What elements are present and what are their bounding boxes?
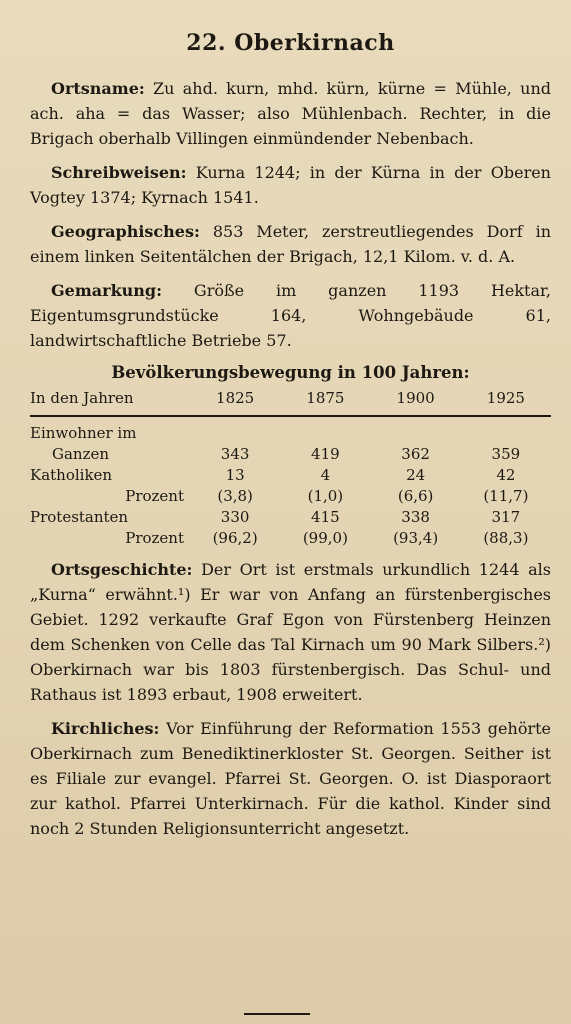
table-cell: (93,4) bbox=[393, 529, 439, 547]
section-gemarkung bbox=[30, 278, 551, 353]
section-label: Geographisches: bbox=[51, 222, 200, 241]
table-row bbox=[30, 528, 551, 549]
section-text: Kurna 1244; in der Kürna in der Oberen Vogtey 1374; Kyrnach 1541. bbox=[30, 163, 551, 207]
table-cell: (1,0) bbox=[307, 487, 344, 505]
section-label: Kirchliches: bbox=[51, 719, 160, 738]
table-cell: 4 bbox=[320, 466, 331, 484]
page-title: 22. Oberkirnach bbox=[186, 30, 395, 56]
table-cell: 338 bbox=[401, 508, 430, 526]
table-row bbox=[30, 465, 551, 486]
section-text: Größe im ganzen 1193 Hektar, Eigentumsgrundstücke 164, Wohngebäude 61, landwirtschaftliche Betriebe 57. bbox=[30, 281, 552, 350]
population-table bbox=[30, 388, 551, 549]
section-schreibweisen bbox=[30, 160, 551, 210]
table-cell: (6,6) bbox=[397, 487, 434, 505]
year-header: 1875 bbox=[280, 388, 370, 416]
section-text: Zu ahd. kurn, mhd. kürn, kürne = Mühle, und ach. aha = das Wasser; also Mühlenbach. Rechter, in die Brigach oberhalb Villingen einmündender Nebenbach. bbox=[30, 79, 551, 148]
table-cell: 343 bbox=[220, 445, 250, 463]
section-label: Gemarkung: bbox=[51, 281, 163, 300]
section-ortsname bbox=[30, 76, 551, 151]
row-label-ganzen: Ganzen bbox=[52, 445, 110, 463]
table-cell: 42 bbox=[496, 466, 516, 484]
table-cell: 13 bbox=[225, 466, 245, 484]
population-table-title: Bevölkerungsbewegung in 100 Jahren: bbox=[111, 363, 470, 382]
table-cell: (3,8) bbox=[217, 487, 253, 505]
table-cell: 317 bbox=[491, 508, 521, 526]
table-cell: 24 bbox=[406, 466, 426, 484]
table-cell: 415 bbox=[311, 508, 340, 526]
row-label-protestanten: Protestanten bbox=[30, 508, 129, 526]
year-header: 1825 bbox=[190, 388, 280, 416]
table-cell: 330 bbox=[220, 508, 250, 526]
row-label-prozent: Prozent bbox=[125, 529, 184, 547]
section-text: Der Ort ist erstmals urkundlich 1244 als „Kurna“ erwähnt.¹) Er war von Anfang an fürstenbergisches Gebiet. 1292 verkaufte Graf Egon von Fürstenberg Heinzen dem Schenken von Celle das Tal Kirnach um 90 Mark Silbers.²) Oberkirnach war bis 1803 fürstenbergisch. Das Schul- und Rathaus ist 1893 erbaut, 1908 erweitert. bbox=[30, 560, 551, 704]
table-row bbox=[30, 486, 551, 507]
table-row bbox=[30, 444, 551, 465]
year-header: 1900 bbox=[371, 388, 461, 416]
section-label: Ortsname: bbox=[51, 79, 145, 98]
table-cell: (99,0) bbox=[302, 529, 348, 547]
section-label: Ortsgeschichte: bbox=[51, 560, 193, 579]
section-text: Vor Einführung der Reformation 1553 gehörte Oberkirnach zum Benediktinerkloster St. Georgen. Seither ist es Filiale zur evangel. Pfarrei St. Georgen. O. ist Diasporaort zur kathol. Pfarrei Unterkirnach. Für die kathol. Kinder sind noch 2 Stunden Religionsunterricht angesetzt. bbox=[30, 719, 551, 838]
table-row bbox=[30, 416, 551, 444]
table-header-row bbox=[30, 388, 551, 416]
table-cell: 419 bbox=[311, 445, 340, 463]
row-label-einwohner: Einwohner im bbox=[30, 424, 137, 442]
year-header: 1925 bbox=[461, 388, 551, 416]
end-rule bbox=[244, 1013, 310, 1015]
section-text: 853 Meter, zerstreutliegendes Dorf in einem linken Seitentälchen der Brigach, 12,1 Kilom. v. d. A. bbox=[30, 222, 551, 266]
table-cell: (96,2) bbox=[212, 529, 258, 547]
section-kirchliches bbox=[30, 716, 551, 841]
section-label: Schreibweisen: bbox=[51, 163, 187, 182]
table-row bbox=[30, 507, 551, 528]
row-label-prozent: Prozent bbox=[125, 487, 184, 505]
table-cell: 359 bbox=[491, 445, 521, 463]
table-header-label: In den Jahren bbox=[30, 388, 190, 416]
row-label-katholiken: Katholiken bbox=[30, 466, 113, 484]
table-cell: (11,7) bbox=[483, 487, 529, 505]
section-ortsgeschichte bbox=[30, 557, 551, 707]
section-geographisches bbox=[30, 219, 551, 269]
table-cell: 362 bbox=[401, 445, 430, 463]
table-cell: (88,3) bbox=[483, 529, 529, 547]
